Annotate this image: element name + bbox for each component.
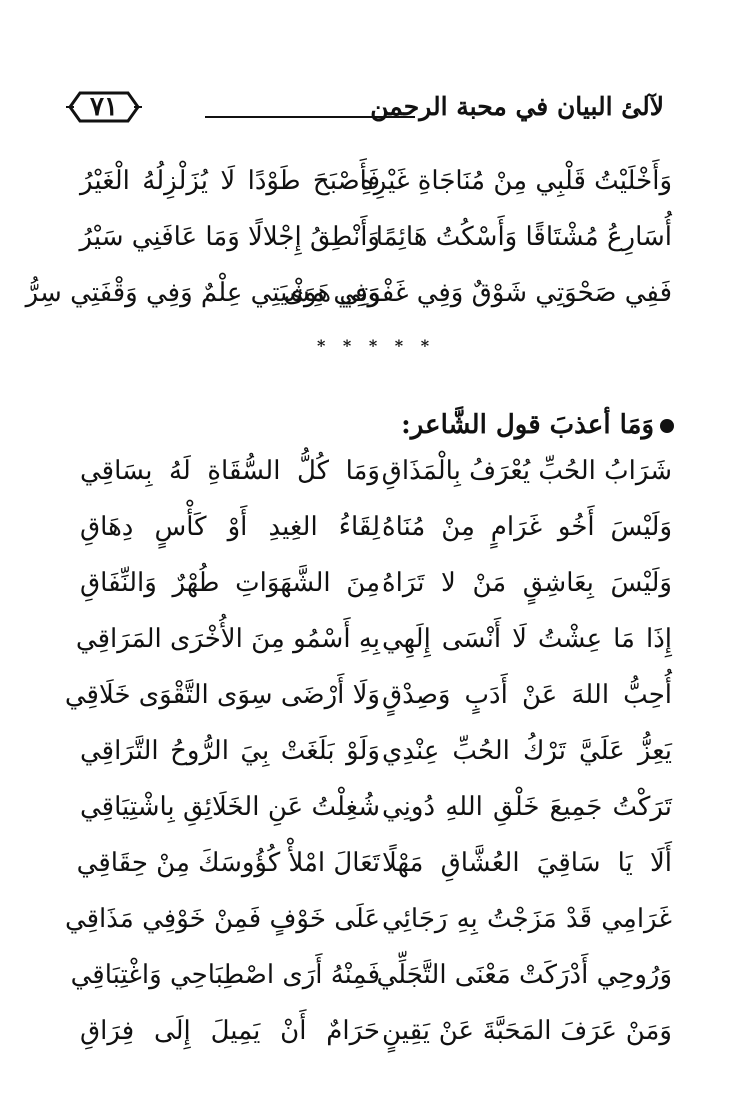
verse-second-hemistich: وَلَا أَرْضَى سِوَى التَّقْوَى خَلَاقِي bbox=[64, 680, 380, 710]
verse-first-hemistich: أُحِبُّ اللهَ عَنْ أَدَبٍ وَصِدْقٍ bbox=[382, 680, 672, 710]
verse-second-hemistich: تَعَالَ امْلأْ كُؤُوسَكَ مِنْ حِقَاقِي bbox=[76, 848, 380, 878]
page-number: ٧١ bbox=[90, 92, 118, 122]
verse-second-hemistich: مِنَ الشَّهَوَاتِ طُهْرٌ وَالنِّفَاقِ bbox=[80, 568, 380, 598]
verse-first-hemistich: تَرَكْتُ جَمِيعَ خَلْقِ اللهِ دُونِي bbox=[382, 792, 672, 822]
page-header bbox=[0, 0, 752, 150]
verse-first-hemistich: فَفِي صَحْوَتِي شَوْقٌ وَفِي غَفْوَتِي هَوَى bbox=[283, 278, 672, 308]
verse-line bbox=[0, 156, 752, 206]
verse-first-hemistich: غَرَامِي قَدْ مَزَجْتُ بِهِ رَجَائِي bbox=[382, 904, 672, 934]
verse-second-hemistich: فَأَصْبَحَ طَوْدًا لَا يُزَلْزِلُهُ الْغَيْرُ bbox=[80, 166, 380, 196]
verse-first-hemistich: وَأَخْلَيْتُ قَلْبِي مِنْ مُنَاجَاةِ غَيْرِهِ bbox=[360, 166, 672, 196]
verse-first-hemistich: وَلَيْسَ بِعَاشِقٍ مَنْ لا تَرَاهُ bbox=[382, 568, 672, 598]
verse-first-hemistich: يَعِزُّ عَلَيَّ تَرْكُ الحُبِّ عِنْدِي bbox=[382, 736, 672, 766]
verse-line bbox=[0, 502, 752, 552]
verse-line bbox=[0, 446, 752, 496]
verse-first-hemistich: شَرَابُ الحُبِّ يُعْرَفُ بِالْمَذَاقِ bbox=[381, 456, 672, 486]
verse-line bbox=[0, 950, 752, 1000]
verse-line bbox=[0, 838, 752, 888]
verse-second-hemistich: حَرَامٌ أَنْ يَمِيلَ إِلَى فِرَاقِ bbox=[80, 1016, 380, 1046]
verse-line bbox=[0, 726, 752, 776]
verse-second-hemistich: شُغِلْتُ عَنِ الخَلَائِقِ بِاشْتِيَاقِي bbox=[80, 792, 380, 822]
verse-first-hemistich: إِذَا مَا عِشْتُ لَا أَنْسَى إِلَهِي bbox=[382, 624, 672, 654]
verse-line bbox=[0, 894, 752, 944]
verse-second-hemistich: بِهِ أَسْمُو مِنَ الأُخْرَى المَرَاقِي bbox=[75, 624, 380, 654]
verse-line bbox=[0, 614, 752, 664]
verse-line bbox=[0, 212, 752, 262]
verse-second-hemistich: عَلَى خَوْفٍ فَمِنْ خَوْفِي مَذَاقِي bbox=[64, 904, 380, 934]
verse-line bbox=[0, 1006, 752, 1056]
page-number-badge bbox=[66, 88, 142, 126]
verse-line bbox=[0, 670, 752, 720]
book-title: لآلئ البيان في محبة الرحمن bbox=[370, 92, 664, 121]
verse-second-hemistich: فَمِنْهُ أَرَى اصْطِبَاحِي وَاغْتِبَاقِي bbox=[70, 960, 380, 990]
verse-second-hemistich: وَمَا كُلُّ السُّقَاةِ لَهُ بِسَاقِي bbox=[80, 456, 380, 486]
section-heading bbox=[401, 400, 674, 450]
verse-second-hemistich: لِقَاءُ الغِيدِ أَوْ كَأْسٍ دِهَاقِ bbox=[80, 512, 380, 542]
verse-first-hemistich: وَرُوحِي أَدْرَكَتْ مَعْنَى التَّجَلِّي bbox=[376, 960, 672, 990]
verse-second-hemistich: وَفِي مِشْيَتِي عِلْمٌ وَفِي وَقْفَتِي سِرُّ bbox=[25, 278, 380, 308]
verse-first-hemistich: وَلَيْسَ أَخُو غَرَامٍ مِنْ مُنَاهُ bbox=[382, 512, 672, 542]
verse-line bbox=[0, 782, 752, 832]
verse-first-hemistich: وَمَنْ عَرَفَ المَحَبَّةَ عَنْ يَقِينٍ bbox=[382, 1016, 672, 1046]
section-heading-text: وَمَا أعذبَ قول الشَّاعر: bbox=[401, 410, 654, 440]
verse-second-hemistich: وَأَنْطِقُ إِجْلالًا وَمَا عَافَنِي سَيْرُ bbox=[79, 222, 380, 252]
verse-line bbox=[0, 558, 752, 608]
bullet-icon bbox=[660, 419, 674, 433]
verse-second-hemistich: وَلَوْ بَلَغَتْ بِيَ الرُّوحُ التَّرَاقِي bbox=[80, 736, 380, 766]
section-separator: * * * * * bbox=[316, 336, 436, 355]
verse-line bbox=[0, 268, 752, 318]
verse-first-hemistich: أَلَا يَا سَاقِيَ العُشَّاقِ مَهْلًا bbox=[382, 848, 672, 878]
verse-first-hemistich: أُسَارِعُ مُشْتَاقًا وَأَسْكُتُ هَائِمًا bbox=[375, 222, 672, 252]
